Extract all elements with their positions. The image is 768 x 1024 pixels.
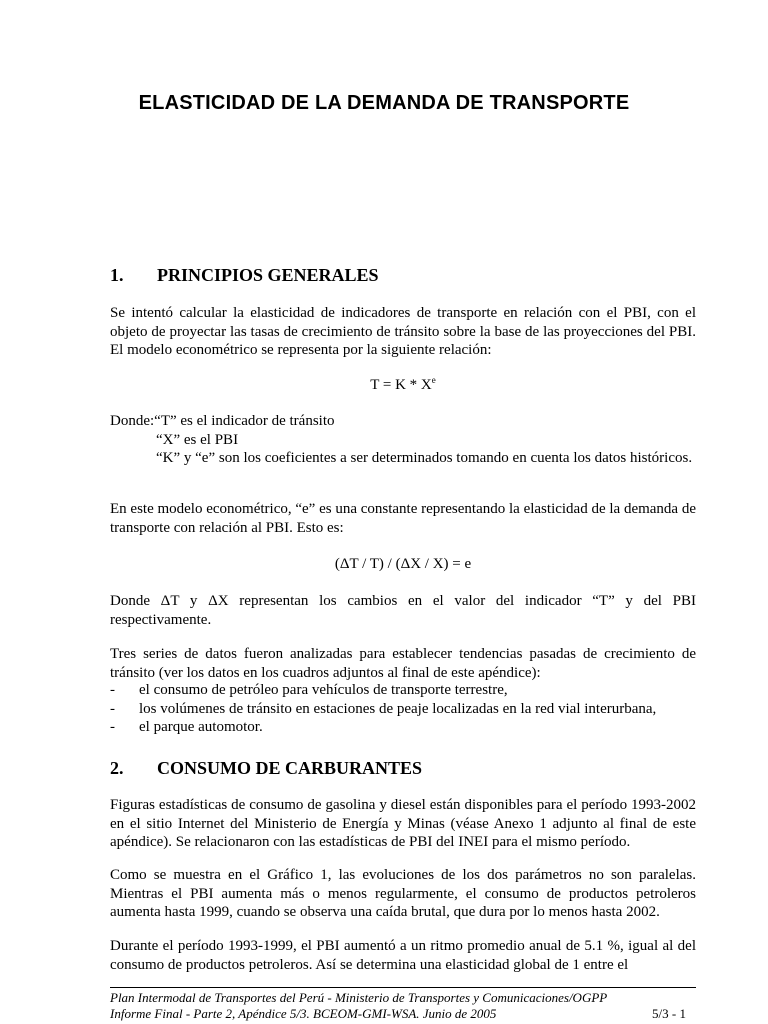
section-1-heading	[110, 265, 379, 286]
definition-k-e: “K” y “e” son los coeficientes a ser determinados tomando en cuenta los datos históricos.	[156, 450, 693, 466]
equation-1-exponent: e	[431, 375, 436, 385]
page-footer	[110, 990, 696, 1022]
definitions-block	[110, 412, 696, 468]
section-2-title: CONSUMO DE CARBURANTES	[157, 758, 423, 778]
section-2-number: 2.	[110, 758, 124, 778]
list-item: - el consumo de petróleo para vehículos de transporte terrestre,	[110, 682, 508, 698]
equation-1-base: T = K * X	[370, 377, 432, 393]
footer-divider	[110, 987, 696, 988]
document-title: ELASTICIDAD DE LA DEMANDA DE TRANSPORTE	[138, 92, 630, 114]
page-number: 5/3 - 1	[652, 1006, 686, 1021]
section-1-paragraph-2: En este modelo econométrico, “e” es una constante representando la elasticidad de la demanda de transporte con relación al PBI. Esto es:	[110, 501, 696, 536]
section-1-paragraph-3: Donde ΔT y ΔX representan los cambios en el valor del indicador “T” y del PBI respectivamente.	[110, 593, 696, 628]
data-series-list	[110, 681, 696, 737]
definition-t: Donde:“T” es el indicador de tránsito	[110, 413, 335, 429]
list-marker: -	[110, 719, 115, 735]
list-marker: -	[110, 682, 115, 698]
section-2-paragraph-1: Figuras estadísticas de consumo de gasolina y diesel están disponibles para el período 1993-2002 en el sitio Internet del Ministerio de Energía y Minas (véase Anexo 1 adjunto al final de este apéndice). Se relacionaron con las estadísticas de PBI del INEI para el mismo período.	[110, 797, 696, 850]
section-1-number: 1.	[110, 265, 124, 285]
list-item: - el parque automotor.	[110, 719, 263, 735]
section-1-paragraph-1: Se intentó calcular la elasticidad de indicadores de transporte en relación con el PBI, con el objeto de proyectar las tasas de crecimiento de tránsito sobre la base de las proyecciones del PBI. El modelo econométrico se representa por la siguiente relación:	[110, 305, 696, 358]
footer-line-2: Informe Final - Parte 2, Apéndice 5/3. BCEOM-GMI-WSA. Junio de 2005	[110, 1006, 497, 1021]
equation-1	[110, 376, 696, 394]
section-2-paragraph-3: Durante el período 1993-1999, el PBI aumentó a un ritmo promedio anual de 5.1 %, igual al del consumo de productos petroleros. Así se determina una elasticidad global de 1 entre el	[110, 938, 696, 973]
footer-line-1: Plan Intermodal de Transportes del Perú - Ministerio de Transportes y Comunicaciones/OGPP	[110, 990, 608, 1005]
section-2-heading	[110, 758, 422, 779]
definition-x: “X” es el PBI	[156, 431, 239, 448]
section-2-paragraph-2: Como se muestra en el Gráfico 1, las evoluciones de los dos parámetros no son paralelas. Mientras el PBI aumenta más o menos regularmente, el consumo de productos petroleros aumenta hasta 1999, cuando se observa una caída brutal, que dura por lo menos hasta 2002.	[110, 867, 696, 920]
section-1-title: PRINCIPIOS GENERALES	[157, 265, 379, 285]
list-item: - los volúmenes de tránsito en estaciones de peaje localizadas en la red vial interurbana,	[110, 700, 657, 717]
list-marker: -	[110, 700, 115, 717]
section-1-paragraph-4: Tres series de datos fueron analizadas para establecer tendencias pasadas de crecimiento de tránsito (ver los datos en los cuadros adjuntos al final de este apéndice):	[110, 646, 696, 681]
equation-2: (ΔT / T) / (ΔX / X) = e	[334, 556, 472, 572]
